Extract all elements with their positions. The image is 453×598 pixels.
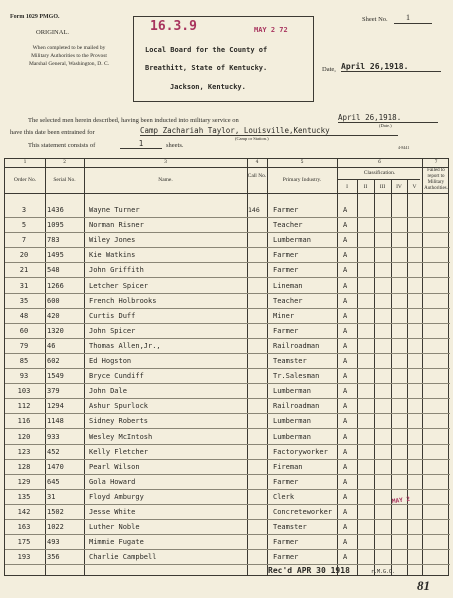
row-industry: Miner bbox=[273, 311, 295, 320]
order-header: Order No. bbox=[13, 177, 37, 183]
classification-header: Classification. bbox=[363, 170, 396, 176]
row-classification: A bbox=[343, 341, 348, 350]
row-name: French Holbrooks bbox=[89, 296, 157, 305]
row-name: Kie Watkins bbox=[89, 251, 136, 260]
instruction-line: Military Authorities to the Provost bbox=[31, 53, 107, 59]
row-serial-number: 548 bbox=[47, 266, 60, 275]
row-order-number: 79 bbox=[19, 341, 29, 350]
row-serial-number: 1549 bbox=[47, 372, 64, 381]
row-industry: Farmer bbox=[273, 538, 299, 547]
row-classification: A bbox=[343, 266, 348, 275]
row-classification: A bbox=[343, 357, 348, 365]
header-bottom-rule bbox=[5, 193, 448, 194]
row-classification: A bbox=[343, 508, 348, 516]
row-classification: A bbox=[343, 477, 348, 486]
class-iv-header: IV bbox=[396, 184, 402, 190]
mailing-instructions bbox=[14, 44, 124, 68]
failed-header bbox=[422, 168, 450, 192]
row-name: Kelly Fletcher bbox=[89, 447, 149, 456]
table-row bbox=[5, 233, 450, 248]
handwritten-number: 81 bbox=[417, 578, 430, 593]
row-order-number: 193 bbox=[17, 553, 31, 562]
row-order-number: 5 bbox=[21, 221, 27, 230]
table-row bbox=[5, 309, 450, 324]
row-industry: Fireman bbox=[273, 462, 303, 471]
name-header: Name. bbox=[158, 177, 173, 183]
row-name: Bryce Cundiff bbox=[89, 372, 144, 381]
row-classification: A bbox=[343, 447, 348, 456]
row-name: Mimmie Fugate bbox=[89, 538, 144, 547]
table-row bbox=[5, 354, 450, 369]
board-line-1: Local Board for the County of bbox=[145, 46, 268, 54]
class-v-header: V bbox=[412, 184, 417, 190]
date-caption: (Date.) bbox=[379, 123, 392, 128]
row-serial-number: 1148 bbox=[47, 417, 64, 426]
instruction-line: When completed to be mailed by bbox=[32, 45, 106, 51]
inducted-text: The selected men herein described, having been inducted into military service on bbox=[28, 117, 239, 124]
row-industry: Farmer bbox=[273, 553, 299, 562]
row-industry: Teacher bbox=[273, 296, 303, 305]
failed-header-line: report to bbox=[427, 174, 445, 179]
row-classification: A bbox=[343, 492, 348, 501]
row-industry: Teamster bbox=[273, 523, 307, 532]
row-serial-number: 452 bbox=[47, 447, 60, 456]
row-serial-number: 1502 bbox=[47, 508, 64, 516]
row-name: Ed Hogston bbox=[89, 357, 132, 365]
board-line-3: Jackson, Kentucky. bbox=[170, 83, 246, 91]
row-order-number: 21 bbox=[19, 266, 29, 275]
table-row bbox=[5, 248, 450, 263]
row-order-number: 85 bbox=[19, 357, 29, 365]
row-industry: Factoryworker bbox=[273, 447, 328, 456]
col-number: 7 bbox=[434, 160, 438, 165]
row-serial-number: 1320 bbox=[47, 326, 64, 335]
class-sub-rule bbox=[337, 179, 420, 180]
row-name: Luther Noble bbox=[89, 523, 140, 532]
row-order-number: 129 bbox=[17, 477, 31, 486]
col-number: 1 bbox=[23, 160, 27, 165]
table-row bbox=[5, 414, 450, 429]
original-label: ORIGINAL. bbox=[36, 29, 70, 36]
row-name: John Dale bbox=[89, 387, 127, 396]
row-classification: A bbox=[343, 417, 348, 426]
row-classification: A bbox=[343, 221, 348, 230]
col-number: 3 bbox=[164, 160, 167, 165]
table-row bbox=[5, 445, 450, 460]
row-industry: Railroadman bbox=[273, 402, 320, 411]
row-industry: Farmer bbox=[273, 206, 299, 214]
class-ii-header: II bbox=[363, 184, 368, 190]
row-name: Gola Howard bbox=[89, 477, 136, 486]
row-serial-number: 933 bbox=[47, 432, 60, 441]
row-name: Letcher Spicer bbox=[89, 281, 149, 290]
row-name: Wiley Jones bbox=[89, 236, 136, 245]
table-row bbox=[5, 203, 450, 218]
failed-header-line: Military bbox=[427, 180, 445, 185]
industry-header: Primary Industry. bbox=[282, 177, 322, 183]
row-industry: Concreteworker bbox=[273, 508, 333, 516]
row-industry: Farmer bbox=[273, 326, 299, 335]
row-industry: Farmer bbox=[273, 266, 299, 275]
row-serial-number: 1294 bbox=[47, 402, 64, 411]
row-name: John Spicer bbox=[89, 326, 136, 335]
table-row bbox=[5, 460, 450, 475]
row-industry: Teamster bbox=[273, 357, 307, 365]
sheets-suffix: sheets. bbox=[166, 142, 184, 149]
header-rule bbox=[5, 167, 448, 168]
side-stamp: MAY 2 bbox=[391, 495, 411, 506]
row-serial-number: 1495 bbox=[47, 251, 64, 260]
instruction-line: Marshal General, Washington, D. C. bbox=[28, 61, 110, 67]
class-iii-header: III bbox=[379, 184, 386, 190]
inductee-table bbox=[4, 158, 449, 576]
form-number: Form 1029 PMGO. bbox=[10, 14, 60, 20]
row-serial-number: 1436 bbox=[47, 206, 64, 214]
stamp-date: MAY 2 72 bbox=[254, 26, 288, 34]
table-row bbox=[5, 263, 450, 278]
col-number: 5 bbox=[300, 160, 304, 165]
table-row bbox=[5, 505, 450, 520]
row-order-number: 142 bbox=[17, 508, 31, 516]
row-order-number: 112 bbox=[17, 402, 31, 411]
row-serial-number: 645 bbox=[47, 477, 60, 486]
row-name: Wesley McIntosh bbox=[89, 432, 153, 441]
row-order-number: 3 bbox=[21, 206, 27, 214]
row-classification: A bbox=[343, 281, 348, 290]
row-serial-number: 493 bbox=[47, 538, 60, 547]
row-serial-number: 1266 bbox=[47, 281, 64, 290]
row-classification: A bbox=[343, 251, 348, 260]
row-classification: A bbox=[343, 538, 348, 547]
board-line-2: Breathitt, State of Kentucky. bbox=[145, 64, 268, 72]
row-order-number: 123 bbox=[17, 447, 31, 456]
table-row bbox=[5, 369, 450, 384]
col-number: 4 bbox=[255, 160, 259, 165]
row-serial-number: 600 bbox=[47, 296, 60, 305]
row-order-number: 60 bbox=[19, 326, 29, 335]
row-classification: A bbox=[343, 553, 348, 562]
row-classification: A bbox=[343, 206, 348, 214]
row-serial-number: 1022 bbox=[47, 523, 64, 532]
row-classification: A bbox=[343, 236, 348, 245]
row-classification: A bbox=[343, 387, 348, 396]
table-row bbox=[5, 490, 450, 505]
row-industry: Lineman bbox=[273, 281, 303, 290]
row-industry: Lumberman bbox=[273, 236, 311, 245]
row-industry: Tr.Salesman bbox=[273, 372, 320, 381]
row-serial-number: 783 bbox=[47, 236, 60, 245]
row-order-number: 128 bbox=[17, 462, 31, 471]
row-order-number: 20 bbox=[19, 251, 29, 260]
table-row bbox=[5, 279, 450, 294]
inducted-date: April 26,1918. bbox=[338, 113, 438, 123]
row-order-number: 163 bbox=[17, 523, 31, 532]
table-row bbox=[5, 294, 450, 309]
row-name: Charlie Campbell bbox=[89, 553, 157, 562]
row-classification: A bbox=[343, 296, 348, 305]
table-row bbox=[5, 535, 450, 550]
stamp-code: 16.3.9 bbox=[150, 19, 197, 34]
row-serial-number: 602 bbox=[47, 357, 60, 365]
row-name: Floyd Amburgy bbox=[89, 492, 144, 501]
row-classification: A bbox=[343, 402, 348, 411]
camp-name: Camp Zachariah Taylor, Louisville,Kentucky bbox=[140, 126, 398, 136]
row-industry: Lumberman bbox=[273, 417, 311, 426]
row-serial-number: 420 bbox=[47, 311, 60, 320]
row-classification: A bbox=[343, 372, 348, 381]
row-industry: Farmer bbox=[273, 477, 299, 486]
row-serial-number: 356 bbox=[47, 553, 60, 562]
table-row bbox=[5, 430, 450, 445]
row-name: Wayne Turner bbox=[89, 206, 140, 214]
row-name: Curtis Duff bbox=[89, 311, 136, 320]
table-row bbox=[5, 550, 450, 565]
row-name: Pearl Wilson bbox=[89, 462, 140, 471]
row-name: Ashur Spurlock bbox=[89, 402, 149, 411]
failed-header-line: Failed to bbox=[427, 168, 445, 173]
table-row bbox=[5, 520, 450, 535]
sheet-count: 1 bbox=[120, 139, 162, 149]
statement-text: This statement consists of bbox=[28, 142, 96, 149]
row-industry: Lumberman bbox=[273, 387, 311, 396]
row-serial-number: 46 bbox=[47, 341, 56, 350]
row-order-number: 175 bbox=[17, 538, 31, 547]
col-number: 6 bbox=[378, 160, 381, 165]
row-classification: A bbox=[343, 523, 348, 532]
row-industry: Farmer bbox=[273, 251, 299, 260]
row-classification: A bbox=[343, 326, 348, 335]
row-call-number: 146 bbox=[248, 206, 260, 214]
received-stamp: Rec'd APR 30 1918 bbox=[268, 566, 350, 575]
row-serial-number: 1095 bbox=[47, 221, 64, 230]
row-industry: Railroadman bbox=[273, 341, 320, 350]
entrained-text: have this date been entrained for bbox=[10, 129, 95, 136]
sheet-label: Sheet No. bbox=[362, 16, 388, 23]
row-order-number: 7 bbox=[21, 236, 27, 245]
row-classification: A bbox=[343, 432, 348, 441]
sheet-number: 1 bbox=[394, 13, 432, 24]
row-order-number: 48 bbox=[19, 311, 29, 320]
col-number: 2 bbox=[63, 160, 66, 165]
small-code: 4-8441 bbox=[398, 145, 410, 150]
row-order-number: 31 bbox=[19, 281, 29, 290]
table-row bbox=[5, 384, 450, 399]
row-name: Jesse White bbox=[89, 508, 136, 516]
failed-header-line: Authorities. bbox=[424, 186, 448, 191]
date-label: Date, bbox=[322, 66, 336, 73]
row-rule bbox=[5, 564, 450, 565]
table-row bbox=[5, 475, 450, 490]
row-name: Thomas Allen,Jr., bbox=[89, 341, 161, 350]
row-name: John Griffith bbox=[89, 266, 144, 275]
row-classification: A bbox=[343, 311, 348, 320]
class-i-header: I bbox=[346, 184, 348, 190]
row-order-number: 135 bbox=[17, 492, 31, 501]
row-serial-number: 1470 bbox=[47, 462, 64, 471]
row-serial-number: 379 bbox=[47, 387, 60, 396]
row-industry: Clerk bbox=[273, 492, 295, 501]
call-header: Call No. bbox=[247, 173, 267, 179]
row-industry: Teacher bbox=[273, 221, 303, 230]
table-row bbox=[5, 324, 450, 339]
row-name: Norman Risner bbox=[89, 221, 144, 230]
received-suffix: r.M.G.O. bbox=[371, 569, 396, 575]
table-row bbox=[5, 218, 450, 233]
row-order-number: 35 bbox=[19, 296, 29, 305]
date-value: April 26,1918. bbox=[341, 62, 441, 72]
camp-caption: (Camp or Station.) bbox=[235, 136, 269, 141]
row-order-number: 103 bbox=[17, 387, 31, 396]
row-classification: A bbox=[343, 462, 348, 471]
row-industry: Lumberman bbox=[273, 432, 311, 441]
row-order-number: 116 bbox=[17, 417, 31, 426]
row-serial-number: 31 bbox=[47, 492, 56, 501]
table-row bbox=[5, 399, 450, 414]
row-name: Sidney Roberts bbox=[89, 417, 149, 426]
row-order-number: 120 bbox=[17, 432, 31, 441]
row-order-number: 93 bbox=[19, 372, 29, 381]
table-row bbox=[5, 339, 450, 354]
serial-header: Serial No. bbox=[53, 177, 76, 183]
